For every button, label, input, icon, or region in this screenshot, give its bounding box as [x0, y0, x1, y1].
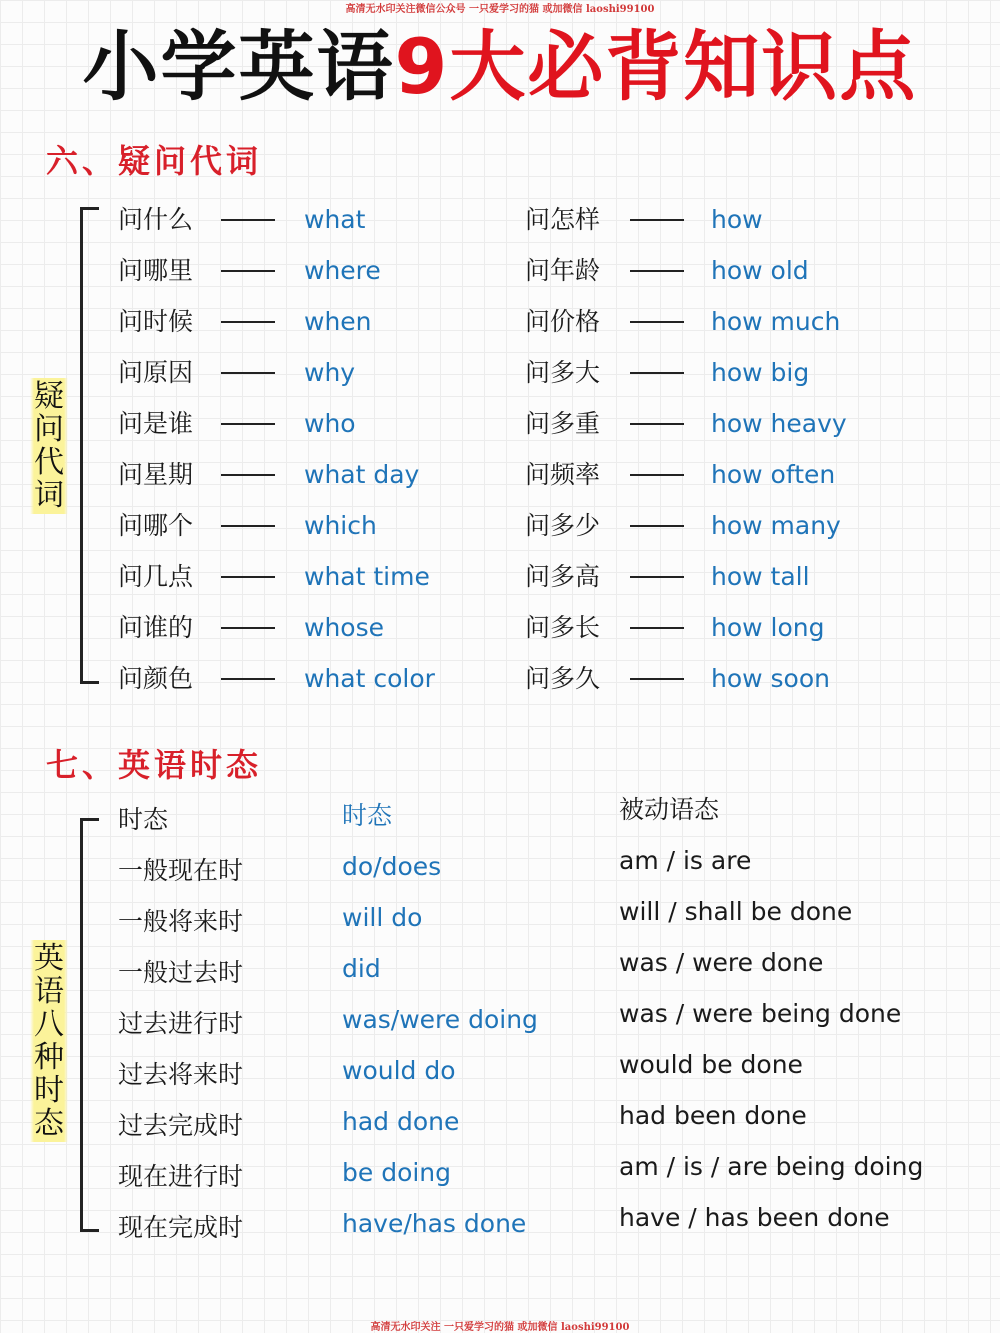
tense-header-cn: 时态 — [118, 805, 169, 834]
pronoun-en: why — [304, 358, 356, 387]
title-black-part: 小学英语 — [82, 22, 395, 111]
pronoun-row — [0, 506, 1000, 546]
pronoun-en: who — [304, 409, 356, 438]
dash-line — [630, 219, 684, 221]
tense-passive-form: was / were being done — [619, 999, 902, 1028]
pronoun-en: where — [304, 256, 381, 285]
pronoun-cn: 问多长 — [525, 613, 601, 642]
pronoun-row — [0, 353, 1000, 393]
tense-active-form: have/has done — [342, 1209, 527, 1238]
pronoun-en: how much — [711, 307, 841, 336]
tense-name-cn: 现在进行时 — [118, 1162, 244, 1191]
side-label-char: 态 — [34, 1106, 64, 1141]
tense-active-form: would do — [342, 1056, 456, 1085]
tense-passive-form: am / is are — [619, 846, 752, 875]
pronoun-cn: 问多大 — [525, 358, 601, 387]
pronoun-en: how old — [711, 256, 809, 285]
pronoun-cn: 问时候 — [118, 307, 194, 336]
tense-passive-form: will / shall be done — [619, 897, 853, 926]
tense-name-cn: 过去完成时 — [118, 1111, 244, 1140]
pronoun-en: how tall — [711, 562, 810, 591]
side-label-char: 词 — [34, 478, 64, 513]
tense-name-cn: 一般过去时 — [118, 958, 244, 987]
section7-side-label — [30, 940, 68, 1142]
tense-name-cn: 一般现在时 — [118, 856, 244, 885]
side-label-char: 疑 — [34, 379, 64, 414]
dash-line — [630, 525, 684, 527]
section7-bracket — [80, 818, 99, 1232]
pronoun-en: how soon — [711, 664, 830, 693]
tense-active-form: will do — [342, 903, 423, 932]
pronoun-en: what day — [304, 460, 420, 489]
pronoun-cn: 问几点 — [118, 562, 194, 591]
pronoun-cn: 问哪里 — [118, 256, 194, 285]
pronoun-row — [0, 608, 1000, 648]
pronoun-en: what — [304, 205, 366, 234]
pronoun-en: how heavy — [711, 409, 847, 438]
tense-active-form: was/were doing — [342, 1005, 538, 1034]
tense-name-cn: 现在完成时 — [118, 1213, 244, 1242]
side-label-char: 语 — [34, 974, 64, 1009]
pronoun-en: when — [304, 307, 372, 336]
pronoun-cn: 问是谁 — [118, 409, 194, 438]
pronoun-row — [0, 455, 1000, 495]
title-red-part: 9大必背知识点 — [394, 22, 918, 111]
pronoun-cn: 问原因 — [118, 358, 194, 387]
pronoun-cn: 问谁的 — [118, 613, 194, 642]
tense-passive-form: was / were done — [619, 948, 824, 977]
pronoun-row — [0, 557, 1000, 597]
pronoun-cn: 问哪个 — [118, 511, 194, 540]
pronoun-row — [0, 302, 1000, 342]
pronoun-en: which — [304, 511, 377, 540]
dash-line — [630, 423, 684, 425]
pronoun-en: how many — [711, 511, 841, 540]
tense-passive-form: had been done — [619, 1101, 807, 1130]
side-label-char: 时 — [34, 1073, 64, 1108]
tense-header-passive: 被动语态 — [619, 795, 720, 824]
pronoun-cn: 问多重 — [525, 409, 601, 438]
dash-line — [630, 270, 684, 272]
side-label-char: 代 — [34, 445, 64, 480]
pronoun-row — [0, 200, 1000, 240]
dash-line — [630, 474, 684, 476]
dash-line — [630, 321, 684, 323]
pronoun-row — [0, 404, 1000, 447]
dash-line — [630, 627, 684, 629]
pronoun-cn: 问星期 — [118, 460, 194, 489]
side-label-char: 八 — [34, 1007, 64, 1042]
pronoun-cn: 问多少 — [525, 511, 601, 540]
section6-heading: 六、疑问代词 — [46, 142, 263, 180]
pronoun-en: how — [711, 205, 763, 234]
pronoun-cn: 问怎样 — [525, 205, 601, 234]
pronoun-en: what color — [304, 664, 435, 693]
pronoun-row — [0, 659, 1000, 699]
pronoun-en: what time — [304, 562, 430, 591]
pronoun-cn: 问什么 — [118, 205, 194, 234]
pronoun-cn: 问颜色 — [118, 664, 194, 693]
pronoun-cn: 问多久 — [525, 664, 601, 693]
tense-active-form: do/does — [342, 852, 442, 881]
tense-name-cn: 过去将来时 — [118, 1060, 244, 1089]
tense-passive-form: am / is / are being doing — [619, 1152, 924, 1181]
section7-heading: 七、英语时态 — [46, 746, 263, 784]
tense-name-cn: 一般将来时 — [118, 907, 244, 936]
tense-active-form: had done — [342, 1107, 460, 1136]
watermark-top: 高清无水印关注微信公众号 一只爱学习的猫 或加微信 laoshi99100 — [345, 4, 655, 15]
pronoun-row — [0, 251, 1000, 291]
pronoun-en: how big — [711, 358, 810, 387]
tense-active-form: be doing — [342, 1158, 452, 1187]
tense-passive-form: would be done — [619, 1050, 803, 1079]
tense-active-form: did — [342, 954, 381, 983]
page-title — [0, 22, 1000, 112]
pronoun-en: how long — [711, 613, 825, 642]
pronoun-cn: 问年龄 — [525, 256, 601, 285]
dash-line — [630, 372, 684, 374]
tense-passive-form: have / has been done — [619, 1203, 890, 1232]
side-label-char: 英 — [34, 941, 64, 976]
tense-name-cn: 过去进行时 — [118, 1009, 244, 1038]
side-label-char: 问 — [34, 412, 64, 447]
tense-header-active: 时态 — [342, 801, 393, 830]
watermark-bottom: 高清无水印关注 一只爱学习的猫 或加微信 laoshi99100 — [370, 1322, 630, 1333]
pronoun-cn: 问频率 — [525, 460, 601, 489]
pronoun-cn: 问多高 — [525, 562, 601, 591]
pronoun-en: whose — [304, 613, 384, 642]
side-label-char: 种 — [34, 1040, 64, 1075]
pronoun-cn: 问价格 — [525, 307, 601, 336]
dash-line — [630, 678, 684, 680]
pronoun-en: how often — [711, 460, 836, 489]
dash-line — [630, 576, 684, 578]
